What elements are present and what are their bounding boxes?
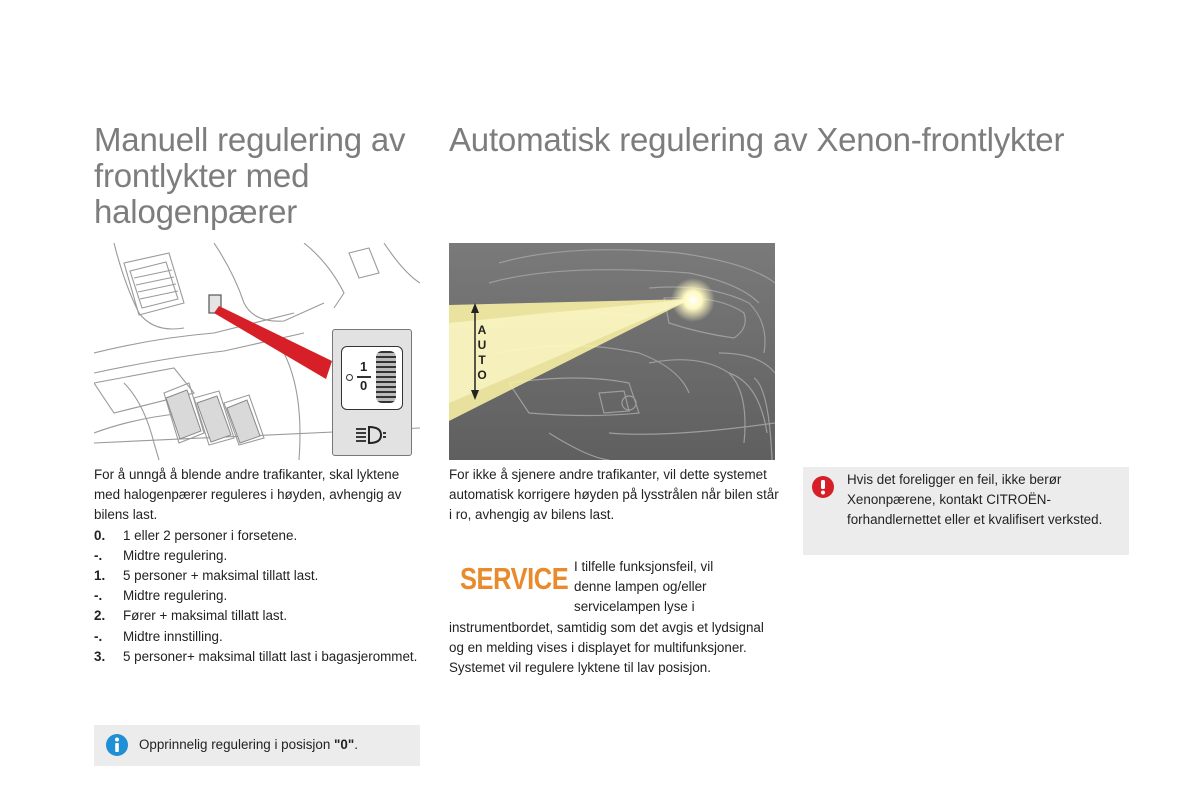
list-item-number: -. — [94, 547, 103, 563]
headlamp-icon — [355, 424, 389, 446]
list-item-text: 5 personer+ maksimal tillatt last i bagasjerommet. — [123, 648, 418, 664]
list-item-text: Fører + maksimal tillatt last. — [123, 608, 288, 624]
manual-intro: For å unngå å blende andre trafikanter, skal lyktene med halogenpærer reguleres i høyden, avhengig av bilens last. — [94, 467, 402, 523]
auto-label — [475, 323, 489, 383]
dial-label-one: 1 — [360, 359, 368, 374]
service-line: denne lampen og/eller — [574, 579, 707, 595]
note-value: "0" — [334, 737, 355, 752]
service-warning-block — [449, 557, 779, 678]
note-text-main: Opprinnelig regulering i posisjon — [139, 737, 335, 752]
list-item-text: Midtre innstilling. — [123, 628, 223, 644]
auto-letter: T — [478, 353, 486, 367]
dashboard-illustration — [94, 243, 420, 460]
height-dial — [341, 346, 403, 410]
dial-wheel — [376, 351, 396, 403]
info-note-box — [94, 725, 420, 766]
section-title-manual: Manuell regulering av frontlykter med halogenpærer — [94, 121, 406, 230]
service-line: servicelampen lyse i — [574, 599, 695, 615]
list-item — [94, 586, 420, 606]
service-lamp-logo: SERVICE — [460, 561, 569, 596]
auto-letter: A — [477, 323, 487, 337]
list-item-number: 0. — [94, 527, 106, 543]
car-drawing — [449, 243, 775, 460]
warning-box — [803, 467, 1129, 555]
list-item — [94, 566, 420, 586]
list-item-text: 5 personer + maksimal tillatt last. — [123, 568, 319, 584]
note-text-end: . — [354, 737, 358, 752]
automatic-intro: For ikke å sjenere andre trafikanter, vil dette systemet automatisk korrigere høyden på lysstrålen når bilen står i ro, avhengig av bilens last. — [449, 467, 779, 523]
list-item — [94, 526, 420, 546]
auto-letter: U — [477, 338, 487, 352]
car-headlight-illustration — [449, 243, 775, 460]
info-icon — [106, 734, 128, 756]
warning-icon — [812, 476, 834, 498]
service-rest: instrumentbordet, samtidig som det avgis et lydsignal og en melding vises i displayet for multifunksjoner. — [449, 619, 764, 655]
service-line: I tilfelle funksjonsfeil, vil — [574, 559, 714, 574]
automatic-regulation-text — [449, 465, 779, 526]
list-item-number: -. — [94, 588, 103, 604]
height-dial-inset — [332, 329, 412, 456]
list-item-text: 1 eller 2 personer i forsetene. — [123, 527, 298, 543]
list-item-number: 2. — [94, 608, 106, 624]
list-item — [94, 627, 420, 647]
info-note-text — [139, 737, 358, 752]
section-title-automatic: Automatisk regulering av Xenon-frontlykter — [449, 121, 1065, 158]
dial-label-zero: 0 — [360, 378, 368, 393]
list-item — [94, 647, 420, 667]
list-item — [94, 606, 420, 626]
list-item-text: Midtre regulering. — [123, 547, 228, 563]
auto-letter: O — [477, 368, 487, 382]
service-final: Systemet vil regulere lyktene til lav posisjon. — [449, 660, 711, 676]
list-item-text: Midtre regulering. — [123, 588, 228, 604]
list-item — [94, 546, 420, 566]
warning-text: Hvis det foreligger en feil, ikke berør Xenonpærene, kontakt CITROËN-forhandlernettet eller et kvalifisert verksted. — [847, 472, 1103, 528]
list-item-number: -. — [94, 628, 103, 644]
list-item-number: 1. — [94, 568, 106, 584]
load-position-list — [94, 526, 420, 667]
manual-regulation-text — [94, 465, 420, 667]
dial-dot — [346, 374, 353, 381]
list-item-number: 3. — [94, 648, 106, 664]
